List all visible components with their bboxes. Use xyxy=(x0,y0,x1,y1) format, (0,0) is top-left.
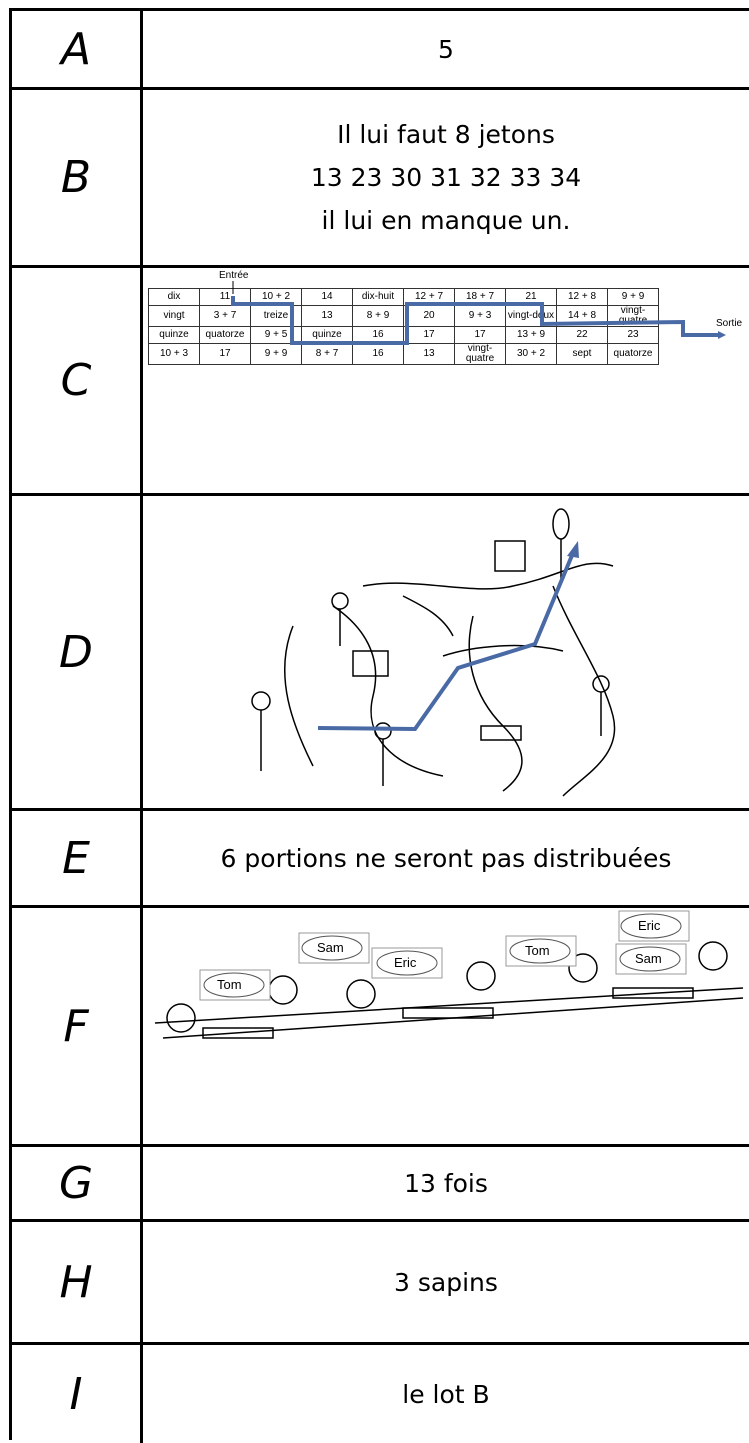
maze-cell: quatorze xyxy=(608,344,659,365)
letter-cell xyxy=(12,1345,143,1443)
maze-cell: 20 xyxy=(404,306,455,327)
row-c xyxy=(12,268,749,496)
speech-bubble-eric: Eric xyxy=(394,955,417,970)
landscape-figure xyxy=(143,496,749,808)
answer-text: 5 xyxy=(438,34,454,64)
landscape-drawing xyxy=(143,496,749,808)
entree-label: Entrée xyxy=(219,270,249,281)
answer-line: 13 23 30 31 32 33 34 xyxy=(310,163,582,192)
row-letter: A xyxy=(60,23,92,75)
maze-cell: 12 + 8 xyxy=(557,289,608,306)
maze-path xyxy=(143,268,749,378)
maze-cell: 16 xyxy=(353,327,404,344)
row-d xyxy=(12,496,749,811)
maze-cell: 10 + 2 xyxy=(251,289,302,306)
letter-cell xyxy=(12,268,143,493)
letter-cell xyxy=(12,1222,143,1342)
letter-cell xyxy=(12,11,143,87)
maze-cell: dix xyxy=(149,289,200,306)
maze-cell: 14 xyxy=(302,289,353,306)
answer-line: Il lui faut 8 jetons xyxy=(337,120,555,149)
maze-cell: 23 xyxy=(608,327,659,344)
letter-cell xyxy=(12,811,143,905)
answer-text: 6 portions ne seront pas distribuées xyxy=(220,843,672,873)
row-g xyxy=(12,1147,749,1222)
letter-cell xyxy=(12,90,143,265)
maze-cell: quinze xyxy=(302,327,353,344)
maze-cell: 30 + 2 xyxy=(506,344,557,365)
maze-cell: 10 + 3 xyxy=(149,344,200,365)
maze-cell: 17 xyxy=(404,327,455,344)
maze-cell: 18 + 7 xyxy=(455,289,506,306)
maze-cell: 3 + 7 xyxy=(200,306,251,327)
maze-cell: 22 xyxy=(557,327,608,344)
answer-cell xyxy=(143,90,749,265)
maze-cell: treize xyxy=(251,306,302,327)
seesaw-drawing xyxy=(143,908,749,1144)
row-letter: E xyxy=(62,832,90,884)
maze-cell: sept xyxy=(557,344,608,365)
maze-cell: 8 + 9 xyxy=(353,306,404,327)
maze-cell: 12 + 7 xyxy=(404,289,455,306)
maze-cell: 9 + 9 xyxy=(608,289,659,306)
seesaw-figure xyxy=(143,908,749,1144)
answer-cell xyxy=(143,1222,749,1342)
maze-cell: 13 + 9 xyxy=(506,327,557,344)
row-letter: C xyxy=(60,355,92,406)
answer-text: 3 sapins xyxy=(394,1267,498,1297)
maze-cell: 9 + 3 xyxy=(455,306,506,327)
row-b xyxy=(12,90,749,268)
maze-cell: 8 + 7 xyxy=(302,344,353,365)
answer-sheet xyxy=(9,8,749,1440)
maze-cell: 17 xyxy=(455,327,506,344)
row-letter: F xyxy=(63,1000,89,1052)
maze-cell: 13 xyxy=(404,344,455,365)
maze-cell: quatorze xyxy=(200,327,251,344)
answer-cell xyxy=(143,1147,749,1219)
maze-cell: vingt xyxy=(149,306,200,327)
row-letter: G xyxy=(58,1157,94,1209)
maze-cell: quinze xyxy=(149,327,200,344)
speech-bubble-sam: Sam xyxy=(317,940,344,955)
maze-cell: vingt-quatre xyxy=(608,306,659,327)
row-letter: D xyxy=(59,626,93,678)
speech-bubble-tom: Tom xyxy=(525,943,550,958)
maze-cell: vingt-deux xyxy=(506,306,557,327)
row-letter: B xyxy=(60,152,92,203)
maze-cell: 21 xyxy=(506,289,557,306)
maze-cell: 14 + 8 xyxy=(557,306,608,327)
letter-cell xyxy=(12,496,143,808)
maze-cell: 13 xyxy=(302,306,353,327)
maze-cell: dix-huit xyxy=(353,289,404,306)
speech-bubble-eric: Eric xyxy=(638,918,661,933)
answer-text: 13 fois xyxy=(404,1168,488,1198)
letter-cell xyxy=(12,1147,143,1219)
row-a xyxy=(12,11,749,90)
letter-cell xyxy=(12,908,143,1144)
row-i xyxy=(12,1345,749,1443)
maze-cell: 11 xyxy=(200,289,251,306)
answer-text: le lot B xyxy=(402,1379,490,1409)
row-h xyxy=(12,1222,749,1345)
row-letter: I xyxy=(69,1368,83,1420)
answer-line: il lui en manque un. xyxy=(321,206,571,235)
sortie-label: Sortie xyxy=(716,318,743,329)
answer-cell xyxy=(143,11,749,87)
maze-figure xyxy=(143,268,749,493)
answer-cell xyxy=(143,1345,749,1443)
row-e xyxy=(12,811,749,908)
speech-bubble-tom: Tom xyxy=(217,977,242,992)
maze-cell: 9 + 5 xyxy=(251,327,302,344)
speech-bubble-sam: Sam xyxy=(635,951,662,966)
row-letter: H xyxy=(59,1256,93,1308)
maze-cell: 17 xyxy=(200,344,251,365)
maze-cell: 16 xyxy=(353,344,404,365)
row-f xyxy=(12,908,749,1147)
answer-cell xyxy=(143,811,749,905)
maze-cell: vingt-quatre xyxy=(455,344,506,365)
maze-cell: 9 + 9 xyxy=(251,344,302,365)
